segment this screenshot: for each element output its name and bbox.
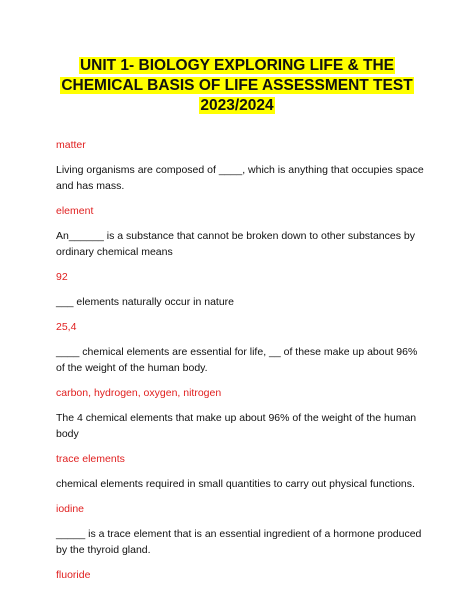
answer-term: 92 (56, 271, 68, 283)
flashcard-list (56, 138, 424, 583)
answer-term: carbon, hydrogen, oxygen, nitrogen (56, 387, 222, 399)
answer-term: element (56, 205, 94, 217)
question-text: The 4 chemical elements that make up about 96% of the weight of the human body (56, 412, 417, 440)
question-text: ____ chemical elements are essential for life, __ of these make up about 96% of the weight of the human body. (56, 346, 418, 374)
answer-term: fluoride (56, 569, 91, 581)
document-title (50, 56, 424, 116)
answer-term: matter (56, 139, 86, 151)
question-text: An______ is a substance that cannot be broken down to other substances by ordinary chemical means (56, 230, 415, 258)
question-text: chemical elements required in small quantities to carry out physical functions. (56, 478, 415, 490)
answer-term: iodine (56, 503, 85, 515)
answer-term: trace elements (56, 453, 125, 465)
title-line-1: UNIT 1- BIOLOGY EXPLORING LIFE & THE (79, 57, 395, 74)
question-text: Living organisms are composed of ____, which is anything that occupies space and has mass. (56, 164, 424, 192)
answer-term: 25,4 (56, 321, 77, 333)
question-text: _____ is a trace element that is an essential ingredient of a hormone produced by the thyroid gland. (56, 528, 422, 556)
title-line-3: 2023/2024 (200, 97, 274, 114)
question-text: ___ elements naturally occur in nature (56, 296, 235, 308)
title-line-2: CHEMICAL BASIS OF LIFE ASSESSMENT TEST (61, 77, 413, 94)
